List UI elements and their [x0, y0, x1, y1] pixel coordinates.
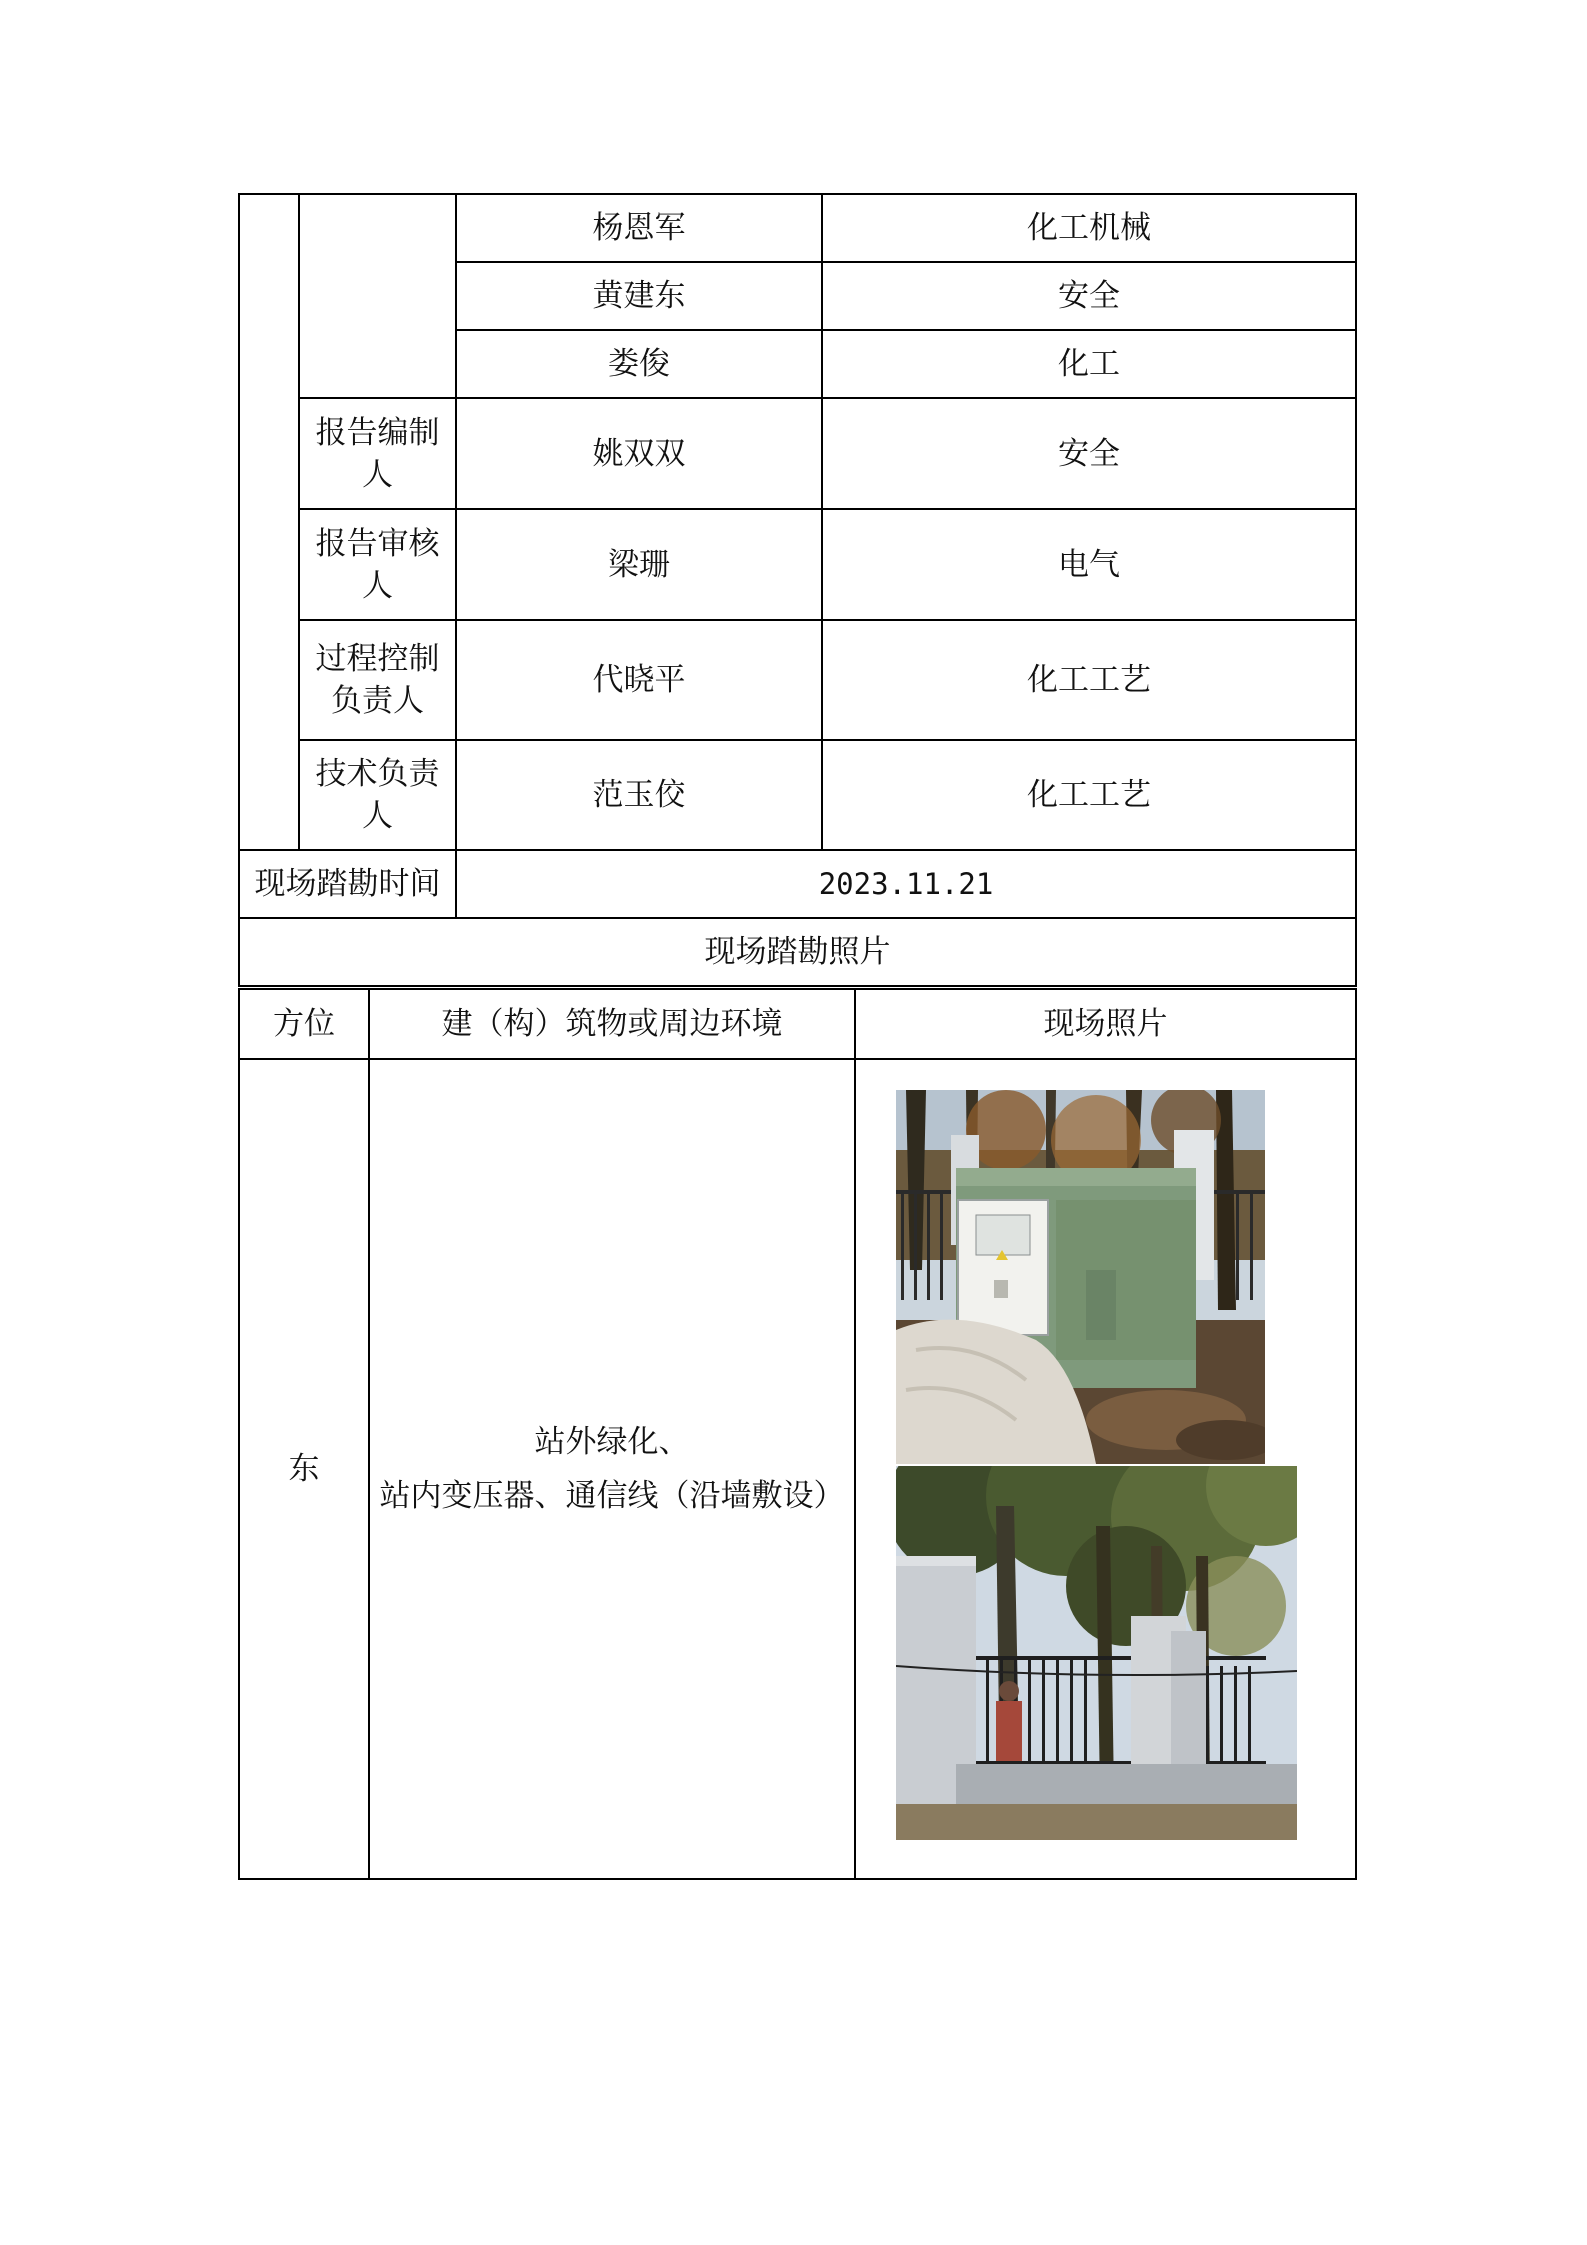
person-name: 黄建东 — [456, 262, 822, 330]
merged-role-cell — [299, 194, 456, 398]
environment-line: 站内变压器、通信线（沿墙敷设） — [379, 1478, 845, 1514]
header-environment: 建（构）筑物或周边环境 — [369, 989, 855, 1059]
survey-time-value: 2023.11.21 — [456, 850, 1356, 918]
person-name: 杨恩军 — [456, 194, 822, 262]
role-label: 报告编制人 — [299, 398, 456, 509]
environment-cell — [369, 1059, 855, 1879]
role-label: 过程控制负责人 — [299, 620, 456, 740]
role-person-name: 梁珊 — [456, 509, 822, 620]
person-name: 娄俊 — [456, 330, 822, 398]
merged-group-cell — [239, 194, 299, 850]
role-label: 技术负责人 — [299, 740, 456, 850]
direction-cell: 东 — [239, 1059, 369, 1879]
role-person-specialty: 安全 — [822, 398, 1356, 509]
personnel-table — [238, 193, 1357, 987]
header-direction: 方位 — [239, 989, 369, 1059]
role-person-specialty: 化工工艺 — [822, 740, 1356, 850]
header-photo: 现场照片 — [855, 989, 1356, 1059]
person-specialty: 化工机械 — [822, 194, 1356, 262]
site-photo-transformer — [896, 1090, 1265, 1464]
role-person-name: 代晓平 — [456, 620, 822, 740]
site-photo-wall-fence — [896, 1466, 1297, 1840]
photo-cell — [855, 1059, 1356, 1879]
person-specialty: 化工 — [822, 330, 1356, 398]
role-person-name: 姚双双 — [456, 398, 822, 509]
role-person-specialty: 电气 — [822, 509, 1356, 620]
person-specialty: 安全 — [822, 262, 1356, 330]
role-label: 报告审核人 — [299, 509, 456, 620]
survey-time-label: 现场踏勘时间 — [239, 850, 456, 918]
role-person-specialty: 化工工艺 — [822, 620, 1356, 740]
role-person-name: 范玉佼 — [456, 740, 822, 850]
site-photo-table — [238, 988, 1357, 1880]
survey-photos-heading: 现场踏勘照片 — [239, 918, 1356, 986]
environment-line: 站外绿化、 — [534, 1424, 690, 1460]
